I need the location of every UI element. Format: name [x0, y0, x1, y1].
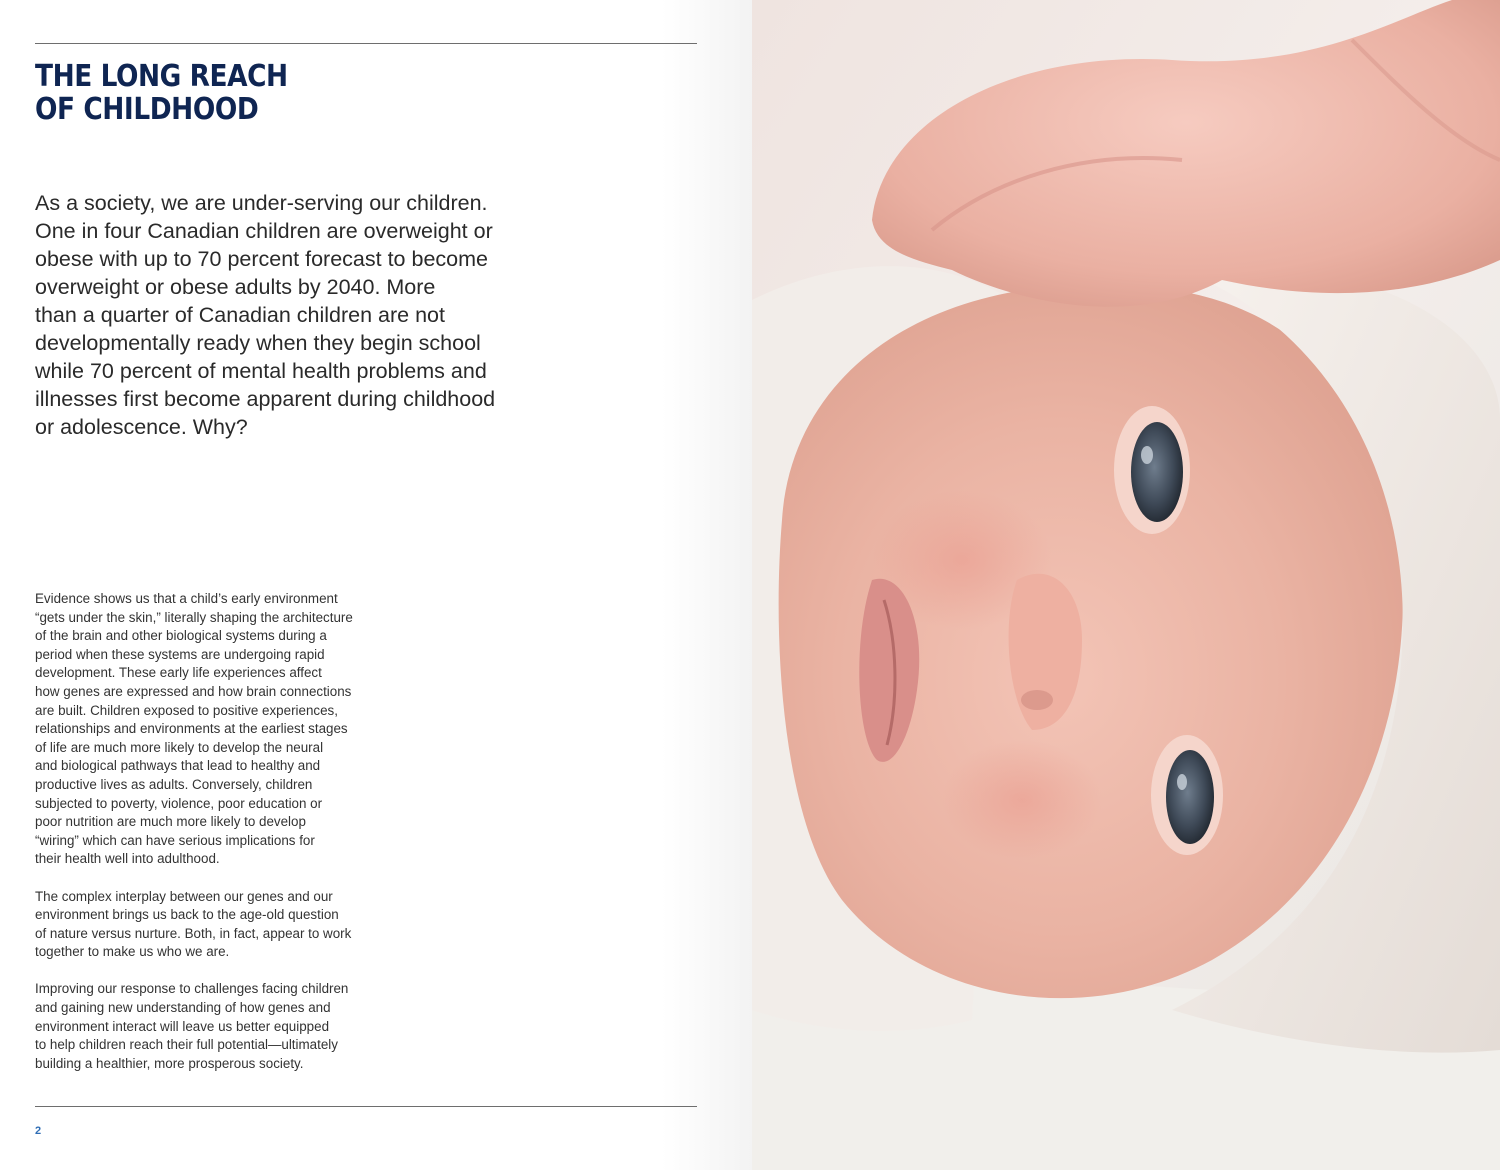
body-line: their health well into adulthood. [35, 851, 220, 867]
lead-line: developmentally ready when they begin school [35, 331, 481, 355]
page-title-line-1: THE LONG REACH [35, 59, 288, 94]
body-line: and biological pathways that lead to healthy and [35, 758, 321, 774]
lead-line: As a society, we are under-serving our children. [35, 191, 488, 215]
body-line: relationships and environments at the earliest stages [35, 721, 348, 737]
body-line: of life are much more likely to develop the neural [35, 739, 324, 755]
page-number: 2 [35, 1125, 42, 1137]
top-rule [35, 43, 697, 44]
body-line: building a healthier, more prosperous society. [35, 1055, 304, 1071]
body-line: Evidence shows us that a child’s early environment [35, 591, 338, 606]
bottom-rule [35, 1106, 697, 1107]
body-line: of nature versus nurture. Both, in fact, appear to work [35, 925, 352, 941]
body-line: development. These early life experiences affect [35, 665, 322, 681]
lead-line: obese with up to 70 percent forecast to become [35, 247, 488, 271]
body-line: period when these systems are undergoing rapid [35, 646, 325, 662]
body-line: environment brings us back to the age-old question [35, 907, 339, 923]
body-text [35, 590, 365, 1092]
body-paragraph-3 [35, 980, 365, 1073]
body-line: together to make us who we are. [35, 944, 230, 960]
body-line: to help children reach their full potential—ultimately [35, 1037, 338, 1053]
lead-line: One in four Canadian children are overweight or [35, 219, 493, 243]
body-line: Improving our response to challenges facing children [35, 981, 349, 997]
page-title [35, 60, 288, 126]
body-line: environment interact will leave us better equipped [35, 1018, 330, 1034]
baby-eye [1131, 422, 1183, 522]
baby-photo-illustration [752, 0, 1500, 1170]
body-line: and gaining new understanding of how genes and [35, 1000, 331, 1016]
cheek [942, 740, 1102, 860]
baby-eye [1166, 750, 1214, 844]
lead-line: illnesses first become apparent during childhood [35, 387, 496, 411]
eye-highlight [1141, 446, 1153, 464]
body-line: how genes are expressed and how brain connections [35, 683, 352, 699]
lead-line: overweight or obese adults by 2040. More [35, 275, 436, 299]
lead-line: while 70 percent of mental health problems and [35, 359, 487, 383]
body-line: “wiring” which can have serious implications for [35, 832, 315, 848]
lead-paragraph [35, 189, 505, 441]
lead-line: than a quarter of Canadian children are not [35, 303, 445, 327]
body-line: The complex interplay between our genes and our [35, 888, 333, 904]
body-line: of the brain and other biological systems during a [35, 628, 327, 644]
baby-photo [752, 0, 1500, 1170]
body-line: poor nutrition are much more likely to develop [35, 814, 306, 830]
body-line: subjected to poverty, violence, poor education or [35, 795, 323, 811]
body-line: are built. Children exposed to positive experiences, [35, 702, 338, 718]
body-paragraph-1 [35, 590, 365, 869]
lead-line: or adolescence. Why? [35, 415, 248, 439]
body-line: “gets under the skin,” literally shaping the architecture [35, 609, 353, 625]
body-line: productive lives as adults. Conversely, children [35, 776, 313, 792]
nostril [1021, 690, 1053, 710]
body-paragraph-2 [35, 888, 365, 962]
page-title-line-2: OF CHILDHOOD [35, 92, 259, 127]
eye-highlight [1177, 774, 1187, 790]
